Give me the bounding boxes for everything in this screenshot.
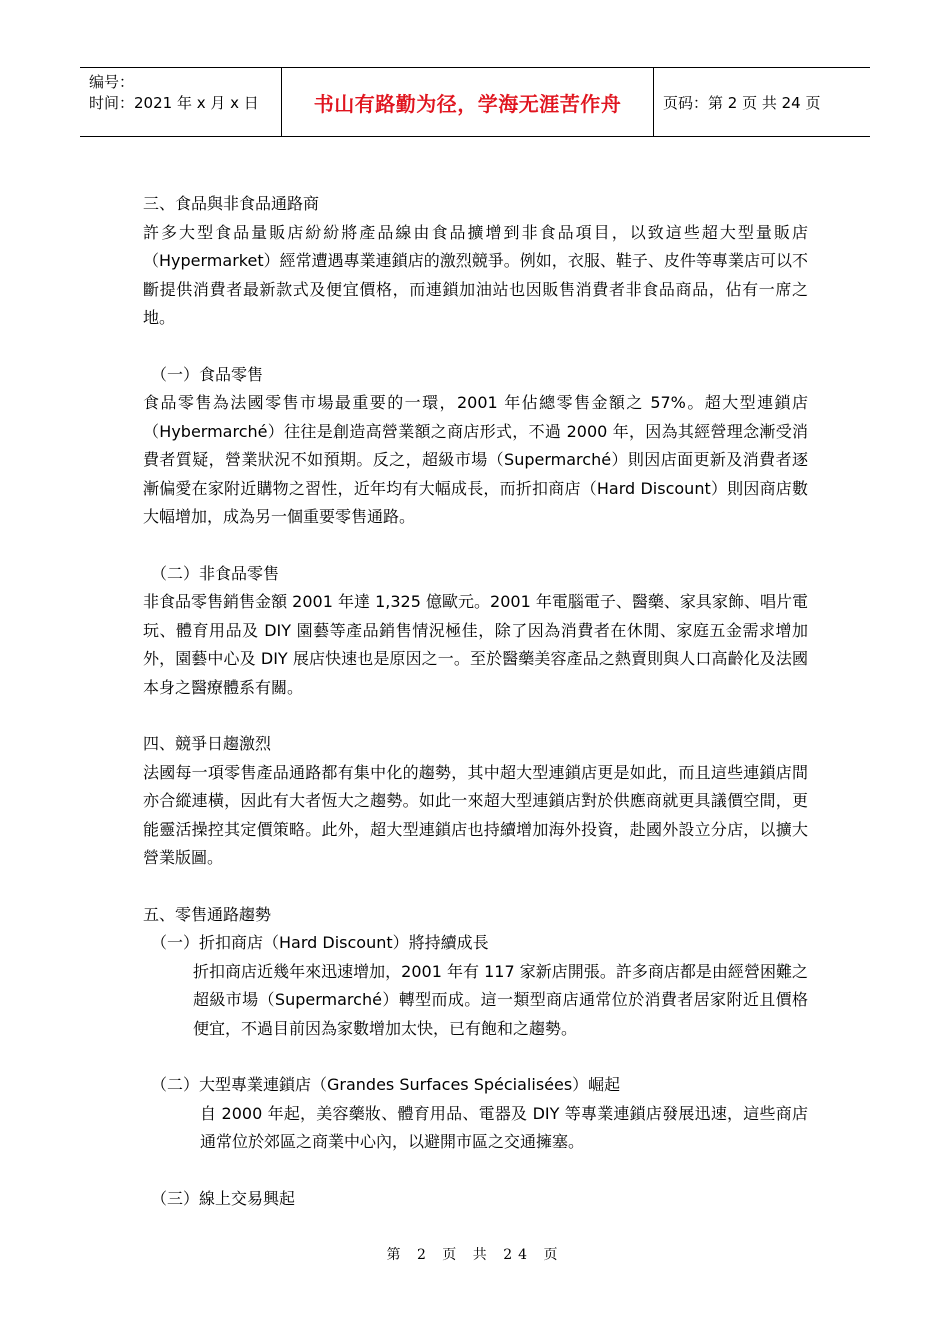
paragraph: 許多大型食品量販店紛紛將產品線由食品擴增到非食品項目，以致這些超大型量販店（Hypermarket）經常遭遇專業連鎖店的激烈競爭。例如，衣服、鞋子、皮件等專業店可以不斷提供消費者最新款式及便宜價格，而連鎖加油站也因販售消費者非食品商品，佔有一席之地。 bbox=[143, 222, 808, 327]
subsection-heading: （一）折扣商店（Hard Discount）將持續成長 bbox=[151, 933, 489, 952]
subsection-heading: （二）大型專業連鎖店（Grandes Surfaces Spécialisées）崛起 bbox=[151, 1075, 621, 1094]
paragraph: 折扣商店近幾年來迅速增加，2001 年有 117 家新店開張。許多商店都是由經營困難之超級市場（Supermarché）轉型而成。這一類型商店通常位於消費者居家附近且價格便宜，不過目前因為家數增加太快，已有飽和之趨勢。 bbox=[193, 961, 808, 1038]
page-footer: 第 2 页 共 24 页 bbox=[386, 1247, 564, 1263]
section-heading: 五、零售通路趨勢 bbox=[143, 904, 272, 924]
page-header bbox=[80, 67, 870, 137]
document-number-label: 编号： bbox=[89, 73, 135, 91]
subsection-heading: （二）非食品零售 bbox=[151, 563, 280, 583]
header-motto: 书山有路勤为径，学海无涯苦作舟 bbox=[313, 91, 622, 116]
section-heading: 四、競爭日趨激烈 bbox=[143, 734, 272, 753]
header-page-info: 页码：第 2 页 共 24 页 bbox=[663, 93, 821, 112]
paragraph: 自 2000 年起，美容藥妝、體育用品、電器及 DIY 等專業連鎖店發展迅速，這些商店通常位於郊區之商業中心內，以避開市區之交通擁塞。 bbox=[200, 1103, 808, 1151]
paragraph: 法國每一項零售產品通路都有集中化的趨勢，其中超大型連鎖店更是如此，而且這些連鎖店間亦合縱連橫，因此有大者恆大之趨勢。如此一來超大型連鎖店對於供應商就更具議價空間，更能靈活操控其定價策略。此外，超大型連鎖店也持續增加海外投資，赴國外設立分店，以擴大營業版圖。 bbox=[143, 762, 808, 867]
subsection-heading: （一）食品零售 bbox=[151, 364, 264, 384]
header-page-info-cell bbox=[654, 68, 870, 136]
document-body bbox=[143, 190, 808, 1213]
header-meta bbox=[80, 68, 282, 136]
paragraph: 非食品零售銷售金額 2001 年達 1,325 億歐元。2001 年電腦電子、醫藥、家具家飾、唱片電玩、體育用品及 DIY 園藝等產品銷售情況極佳，除了因為消費者在休閒、家庭五金需求增加外，園藝中心及 DIY 展店快速也是原因之一。至於醫藥美容產品之熱賣則與人口高齡化及法國本身之醫療體系有關。 bbox=[143, 592, 808, 697]
header-motto-cell bbox=[282, 68, 654, 136]
subsection-heading: （三）線上交易興起 bbox=[151, 1188, 296, 1208]
section-heading: 三、食品與非食品通路商 bbox=[143, 194, 320, 213]
paragraph: 食品零售為法國零售市場最重要的一環，2001 年佔總零售金額之 57%。超大型連鎖店（Hybermarché）往往是創造高營業額之商店形式，不過 2000 年，因為其經營理念漸受消費者質疑，營業狀況不如預期。反之，超級市場（Supermarché）則因店面更新及消費者逐漸偏愛在家附近購物之習性，近年均有大幅成長，而折扣商店（Hard Discount）則因商店數大幅增加，成為另一個重要零售通路。 bbox=[143, 393, 808, 526]
document-date: 时间：2021 年 x 月 x 日 bbox=[89, 94, 259, 112]
